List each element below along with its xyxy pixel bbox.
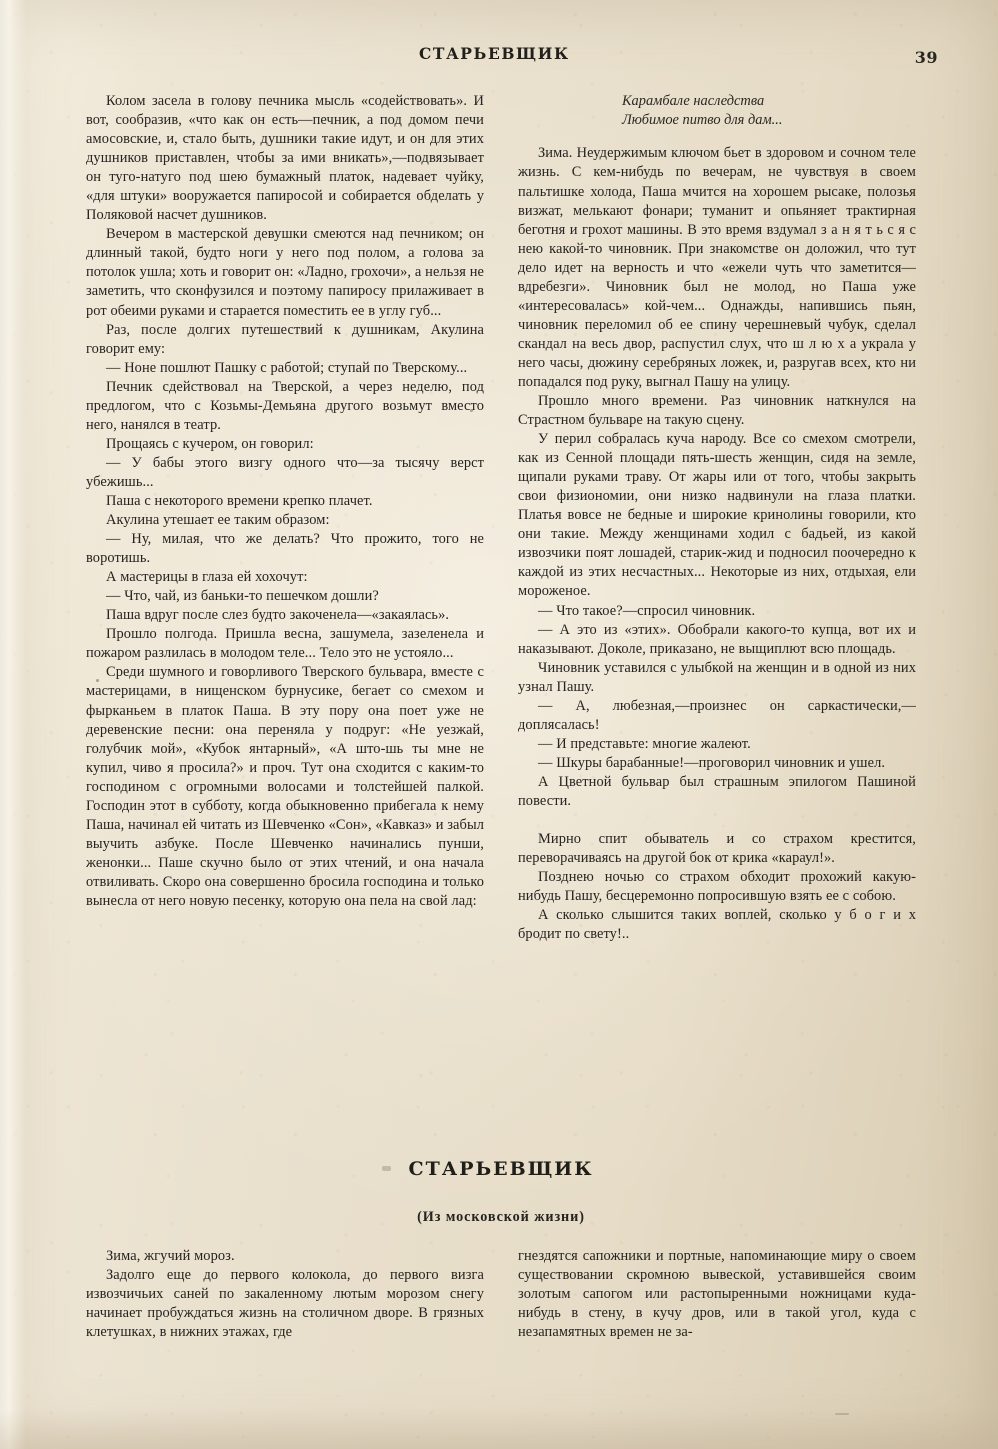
paragraph: Чиновник уставился с улыбкой на женщин и в одной из них узнал Пашу. <box>518 659 916 695</box>
paragraph: Вечером в мастерской девушки смеются над печником; он длинный такой, будто ноги у него под полом, а голова за потолок ушла; хоть и говорит он: «Ладно, грохочи», а нельзя не заметить, что сконфузился и поэтому папиросу прилаживает в рот обеими руками и старается поместить ее в углу губ... <box>86 226 484 319</box>
paragraph: — У бабы этого визгу одного что—за тысячу верст убежишь... <box>86 454 484 490</box>
bottom-right-column <box>518 1247 916 1342</box>
paragraph: Паша вдруг после слез будто закоченела—«закаялась». <box>106 607 450 624</box>
running-head <box>86 44 938 70</box>
page-left-edge-shading <box>0 0 26 1449</box>
paragraph: А мастерицы в глаза ей хохочут: <box>106 569 308 586</box>
paragraph: гнездятся сапожники и портные, напоминающие миру о своем существовании скромною вывеской, уставившейся своим золотым сапогом или растопыренными ножницами куда-нибудь в стену, в кучу дров, или в такой угол, куда с незапамятных времен не за- <box>518 1248 916 1341</box>
running-head-title: СТАРЬЕВЩИК <box>419 44 570 63</box>
upper-columns <box>86 92 916 944</box>
paragraph: Паша с некоторого времени крепко плачет. <box>106 492 373 509</box>
paragraph: У перил собралась куча народу. Все со смехом смотрели, как из Сенной площади пять-шесть женщин, сидя на земле, щипали руками траву. От жары или от того, чтобы закрыть свои физиономии, они низко надвинули на глаза платки. Платья вовсе не бедные и широкие кринолины говорили, кто они такие. Между женщинами ходил с бадьей, из какой извозчики поят лошадей, старик-жид и подносил поочередно к каждой из этих несчастных... Некоторые из них, отдыхая, ели мороженое. <box>518 431 916 600</box>
paragraph: Зима, жгучий мороз. <box>106 1248 235 1264</box>
section-heading <box>86 1158 916 1226</box>
paragraph: Среди шумного и говорливого Тверского бульвара, вместе с мастерицами, в нищенском бурнусике, бегает со смехом и фырканьем в платок Паша. В эту пору она поет уже не деревенские песни: она переняла у подруг: «Не уезжай, голубчик мой», «Кубок янтарный», «А што-шь ты мне не купил, чиво я просила?» и проч. Тут она сходится с каким-то господином с огромными волосами и толстейшей палкой. Господин этот в субботу, когда обыкновенно прибегала к нему Паша, начинал ей читать из Шевченко «Сон», «Кавказ» и забыл выучить азбуке. После Шевченко начинались пунши, женонки... Паше скучно было от этих чтений, и она начала отвиливать. Скоро она совершенно бросила господина и только вынесла от него новую песенку, которую она пела на свой лад: <box>86 664 484 909</box>
paragraph: Мирно спит обыватель и со страхом крестится, переворачиваясь на другой бок от крика «караул!». <box>518 831 916 867</box>
epigraph-line: Карамбале наследства <box>622 93 765 109</box>
bottom-left-column <box>86 1247 484 1342</box>
right-column <box>518 92 916 944</box>
paragraph: А Цветной бульвар был страшным эпилогом Пашиной повести. <box>518 773 916 809</box>
paragraph: — Ну, милая, что же делать? Что прожито, того не воротишь. <box>86 531 484 567</box>
paragraph: Раз, после долгих путешествий к душникам, Акулина говорит ему: <box>86 321 484 357</box>
left-column <box>86 92 484 944</box>
paragraph: Позднею ночью со страхом обходит прохожий какую-нибудь Пашу, бесцеремонно попросившую взять ее с собою. <box>518 869 916 905</box>
paragraph: Колом засела в голову печника мысль «содействовать». И вот, сообразив, «что как он есть—печник, а под домом печи амосовские, и, стало быть, душники такие идут, и он для этих душников приставлен, чтобы за ими вникать»,—подвязывает он туго-натуго под шею бумажный платок, надевает чуйку, «для штуки» вооружается папиросой и собирается обделать у Поляковой насчет душников. <box>86 93 484 224</box>
paragraph: А сколько слышится таких воплей, сколько у б о г и х бродит по свету!.. <box>518 907 916 943</box>
lower-columns <box>86 1247 916 1342</box>
paragraph: — Что, чай, из баньки-то пешечком дошли? <box>106 588 379 605</box>
paragraph: Прощаясь с кучером, он говорил: <box>106 435 314 452</box>
page-number: 39 <box>914 48 938 67</box>
paragraph: Печник сдействовал на Тверской, а через неделю, под предлогом, что с Козьмы-Демьяна другого возьмут вместо него, нанялся в театр. <box>86 378 484 433</box>
paragraph-break <box>518 811 916 830</box>
epigraph-line: Любимое питво для дам... <box>622 112 783 129</box>
paragraph: — И представьте: многие жалеют. <box>538 735 751 752</box>
paragraph: — А, любезная,—произнес он саркастически,—доплясалась! <box>518 697 916 733</box>
paragraph: Зима. Неудержимым ключом бьет в здоровом и сочном теле жизнь. С кем-нибудь по вечерам, не чувствуя в своем пальтишке холода, Паша мчится на хорошем рысаке, полозья визжат, мелькают фонари; туманит и опьяняет трактирная беготня и грохот машины. В это время вздумал з а н я т ь с я с нею какой-то чиновник. При знакомстве он доложил, что тут дело идет на верность и что «ежели чуть что заметится—вдребезги». Чиновник был не молод, но Паша уже «интересовалась» кой-чем... Однажды, напившись пьян, чиновник переломил об ее спину черешневый чубук, сделал скандал на весь двор, распустил слух, что ш л ю х а украла у него часы, дюжину серебряных ложек, и, разругав всех, кто ни попадался под руку, выгнал Пашу на улицу. <box>518 145 916 390</box>
paragraph: — А это из «этих». Обобрали какого-то купца, вот их и наказывают. Доколе, приказано, не выщиплют всю площадь. <box>518 621 916 657</box>
paragraph: — Ноне пошлют Пашку с работой; ступай по Тверскому... <box>106 359 468 376</box>
paragraph: Прошло много времени. Раз чиновник наткнулся на Страстном бульваре на такую сцену. <box>518 393 916 429</box>
story-title: СТАРЬЕВЩИК <box>408 1158 594 1180</box>
epigraph <box>518 92 916 130</box>
paragraph: Задолго еще до первого колокола, до первого визга извозчичьих саней по закаленному лютым морозом снегу начинает пробуждаться жизнь на столичном дворе. В грязных клетушках, в нижних этажах, где <box>86 1267 484 1341</box>
story-subtitle: (Из московской жизни) <box>417 1209 585 1225</box>
page-bottom-edge-shading <box>0 1409 998 1449</box>
paper-speck <box>835 1413 849 1415</box>
paragraph: — Что такое?—спросил чиновник. <box>538 602 756 619</box>
paragraph: — Шкуры барабанные!—проговорил чиновник и ушел. <box>538 754 886 771</box>
paragraph: Прошло полгода. Пришла весна, зашумела, зазеленела и пожаром разлилась в молодом теле... Тело это не устояло... <box>86 626 484 662</box>
paragraph: Акулина утешает ее таким образом: <box>106 512 330 529</box>
